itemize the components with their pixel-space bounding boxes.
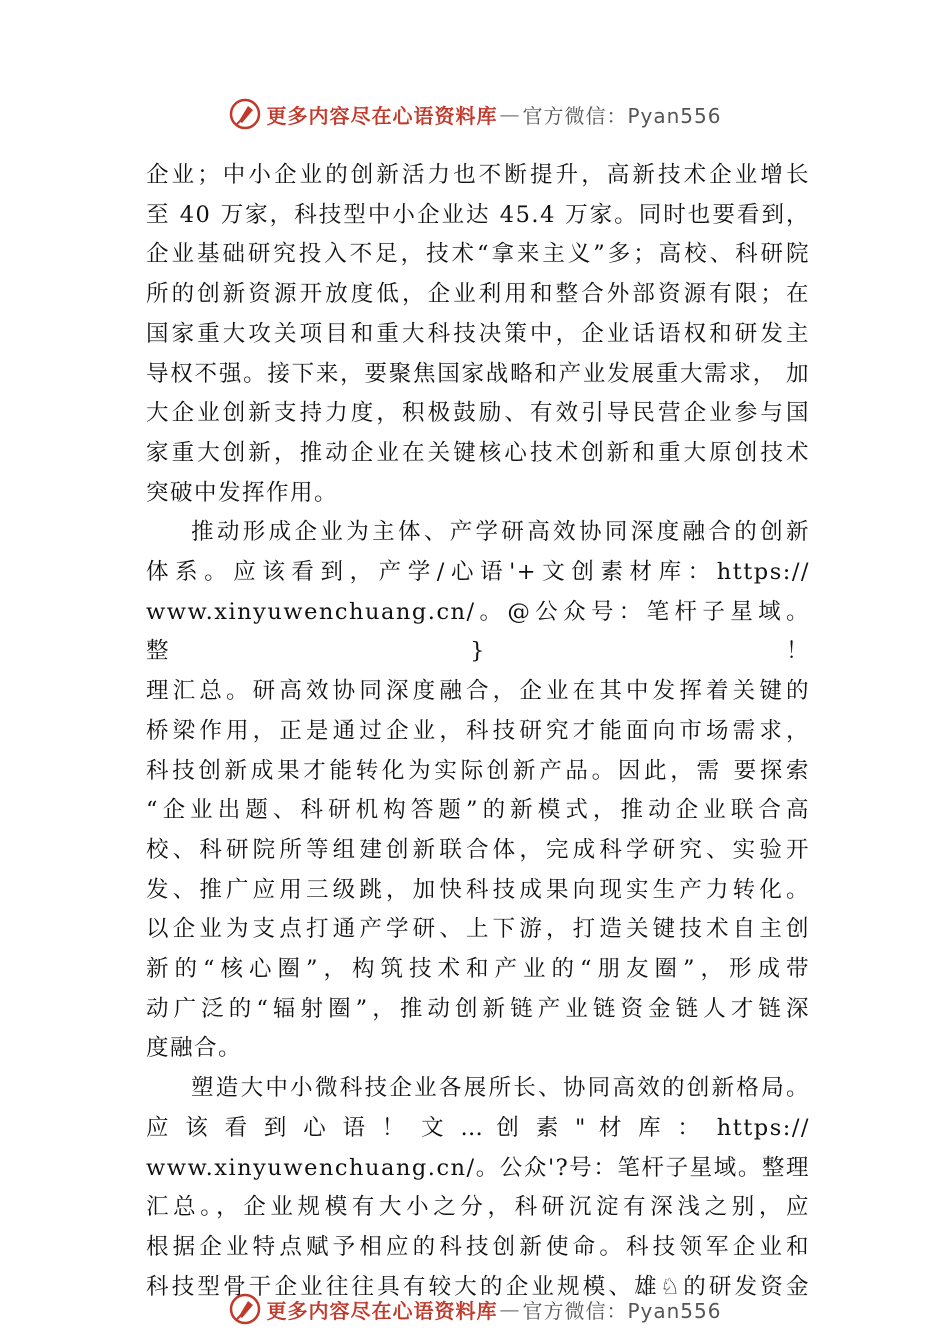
text-line: 科技型骨干企业往往具有较大的企业规模、雄♘的研发资金 [146,1273,810,1300]
text-line: 根据企业特点赋予相应的科技创新使命。科技领军企业和 [146,1233,810,1260]
text-line: www.xinyuwenchuang.cn/。公众'?号：笔杆子星域。整理 [146,1154,810,1181]
text-line: 发、推广应用三级跳，加快科技成果向现实生产力转化。 [146,876,810,903]
text-line: 大企业创新支持力度，积极鼓励、有效引导民营企业参与国 [146,400,810,427]
paragraph [146,156,810,513]
banner-prefix: 更多内容尽在心语资料库 [266,103,498,128]
text-line: 所的创新资源开放度低，企业利用和整合外部资源有限；在 [146,281,810,308]
text-line: 理汇总。研高效协同深度融合，企业在其中发挥着关键的 [146,678,810,705]
text-line: 导权不强。接下来，要聚焦国家战略和产业发展重大需求， 加 [146,360,810,387]
banner-dash: — [499,1297,521,1321]
banner-dash: — [499,102,521,126]
banner-suffix: 官方微信：Pyan556 [522,103,722,128]
text-line: 汇总。，企业规模有大小之分，科研沉淀有深浅之别，应 [146,1194,810,1221]
text-line: 体系。应该看到，产学/心语'+文创素材库：https:// [146,559,810,586]
text-line: www.xinyuwenchuang.cn/。@公众号：笔杆子星域。整}！ [146,598,810,665]
text-line: 动广泛的“辐射圈”，推动创新链产业链资金链人才链深 [146,995,810,1022]
text-line: 桥梁作用，正是通过企业，科技研究才能面向市场需求， [146,717,810,744]
text-line: 至 40 万家，科技型中小企业达 45.4 万家。同时也要看到， [146,201,810,228]
paragraph [146,513,810,1069]
document-body [146,156,810,1307]
footer-banner [0,1289,950,1329]
text-line: 新的“核心圈”，构筑技术和产业的“朋友圈”，形成带 [146,956,810,983]
pen-nib-logo-icon [228,1292,262,1326]
text-line: 推动形成企业为主体、产学研高效协同深度融合的创新 [191,519,810,546]
banner-suffix: 官方微信：Pyan556 [522,1298,722,1323]
text-line: 企业基础研究投入不足，技术“拿来主义”多；高校、科研院 [146,241,810,268]
text-line: 国家重大攻关项目和重大科技决策中，企业话语权和研发主 [146,320,810,347]
text-line: 科技创新成果才能转化为实际创新产品。因此，需 要探索 [146,757,810,784]
header-banner [0,94,950,134]
text-line: 家重大创新，推动企业在关键核心技术创新和重大原创技术 [146,439,810,466]
pen-nib-logo-icon [228,97,262,131]
text-line: 应 该 看 到 心 语 ！ 文 … 创 素 " 材 库 ： https:// [146,1114,810,1141]
banner-prefix: 更多内容尽在心语资料库 [266,1298,498,1323]
text-line: 度融合。 [146,1035,243,1062]
paragraph [146,1069,810,1307]
text-line: 校、科研院所等组建创新联合体，完成科学研究、实验开 [146,836,810,863]
text-line: 以企业为支点打通产学研、上下游，打造关键技术自主创 [146,916,810,943]
text-line: 突破中发挥作用。 [146,479,339,506]
text-line: 塑造大中小微科技企业各展所长、协同高效的创新格局。 [191,1075,810,1102]
text-line: 企业；中小企业的创新活力也不断提升，高新技术企业增长 [146,162,810,188]
text-line: “企业出题、科研机构答题”的新模式，推动企业联合高 [146,797,810,824]
